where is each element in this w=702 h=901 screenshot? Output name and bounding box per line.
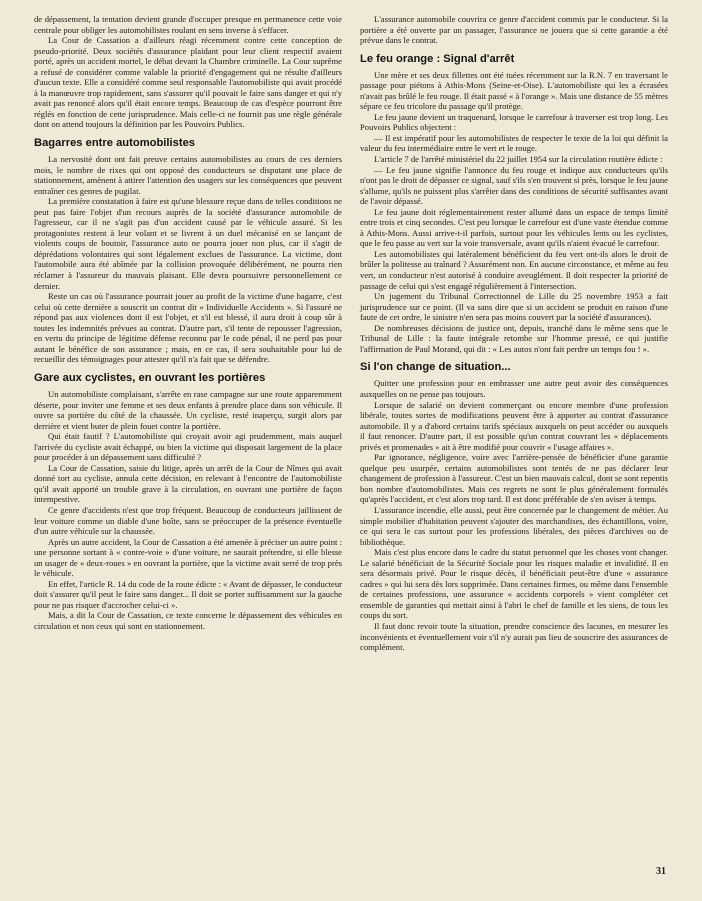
paragraph: La Cour de Cassation, saisie du litige, après un arrêt de la Cour de Nîmes qui avait donné tort au cycliste, annula cette décision, en relevant à l'encontre de l'automobiliste qu'il avait apporté un trouble grave à la circulation, en ouvrant une portière de façon intempestive. (34, 462, 342, 505)
paragraph: La nervosité dont ont fait preuve certains automobilistes au cours de ces derniers mois, le nombre de rixes qui ont opposé des conducteurs se disputant une place de stationnement, amènent à attirer l'attention des usagers sur les conséquences que peuvent entraîner ces genres de pugilat. (34, 154, 342, 196)
paragraph: de dépassement, la tentation devient grande d'occuper presque en permanence cette voie centrale pour obliger les automobilistes roulant en sens inverse à s'effacer. (34, 14, 342, 35)
paragraph: Il faut donc revoir toute la situation, prendre conscience des lacunes, en mesurer les inconvénients et éventuellement voir s'il n'y aurait pas lieu de souscrire des assurances de complément. (360, 620, 668, 653)
paragraph: Mais c'est plus encore dans le cadre du statut personnel que les choses vont changer. Le salarié bénéficiait de la Sécurité Sociale pour les risques maladie et invalidité. Il en sera désormais privé. Pour le risque décès, il bénéficiait peut-être d'une « assurance cadres » qui lui sera dès lors supprimée. Dans certaines firmes, ou même dans l'ensemble de certaines professions, une assurance « accidents corporels » vient compléter cet ensemble de garanties qui mettait ainsi à l'abri le chef de famille et les siens, de tous les coups du sort. (360, 547, 668, 621)
section-heading: Bagarres entre automobilistes (34, 137, 196, 150)
paragraph: L'assurance incendie, elle aussi, peut être concernée par le changement de métier. Au simple mobilier d'habitation peuvent s'ajouter des marchandises, des échantillons, voire, ce qui sera le cas surtout pour les professions libérales, des pièces d'archives ou de bibliothèque. (360, 504, 668, 547)
left-column (34, 14, 342, 653)
paragraph: Quitter une profession pour en embrasser une autre peut avoir des conséquences auxquelles on ne pense pas toujours. (360, 378, 668, 399)
paragraph: Par ignorance, négligence, voire avec l'arrière-pensée de bénéficier d'une garantie quelque peu usurpée, certains automobilistes sont tentés de ne pas déclarer leur changement de profession à l'assureur. C'est un bien mauvais calcul, dont se sont repentis bon nombre d'automobilistes. Mais ces regrets ne sont le plus généralement formulés qu'après l'accident, et c'est alors trop tard. Il est donc préférable de s'en aviser à temps. (360, 452, 668, 505)
paragraph: L'article 7 de l'arrêté ministériel du 22 juillet 1954 sur la circulation routière édicte : (374, 154, 663, 165)
paragraph: Qui était fautif ? L'automobiliste qui croyait avoir agi prudemment, mais auquel l'arrivée du cycliste avait échappé, ou bien la victime qui disposait largement de la place pour procéder à un dépassement sans difficulté ? (34, 431, 342, 463)
section-heading: Le feu orange : Signal d'arrêt (360, 52, 515, 65)
paragraph: Après un autre accident, la Cour de Cassation a été amenée à préciser un autre point : une personne sortant à « contre-voie » d'une voiture, ne saurait prétendre, si elle blesse un usager de « deux-roues » en ouvrant la portière, que la victime avait serré de trop près le véhicule. (34, 536, 342, 579)
paragraph: En effet, l'article R. 14 du code de la route édicte : « Avant de dépasser, le conducteur doit s'assurer qu'il peut le faire sans danger... Il doit se porter suffisamment sur la gauche pour ne pas risquer d'accrocher celui-ci ». (34, 578, 342, 610)
paragraph: Les automobilistes qui latéralement bénéficient du feu vert ont-ils alors le droit de brûler la politesse au traînard ? Assurément non. En aucune circonstance, et même au feu vert, un conducteur n'est autorisé à conduire aveuglément. Il doit respecter la priorité de passage de celui qui s'est engagé régulièrement à l'intersection. (360, 248, 668, 291)
paragraph: — Le feu jaune signifie l'annonce du feu rouge et indique aux conducteurs qu'ils n'ont pas le droit de dépasser ce signal, sauf s'ils s'en trouvent si près, lorsque le feu jaune s'allume, qu'ils ne puissent plus s'arrêter dans des conditions de sécurité suffisantes avant de l'avoir dépassé. (360, 164, 668, 207)
paragraph: De nombreuses décisions de justice ont, depuis, tranché dans le même sens que le Tribunal de Lille : la faute intégrale retombe sur l'homme pressé, ce qui justifie l'affirmation de Paul Morand, qui dit : « Les autos n'ont fait perdre un temps fou ! ». (360, 322, 668, 354)
right-column (360, 14, 668, 653)
paragraph: Lorsque de salarié on devient commerçant ou encore membre d'une profession libérale, toutes sortes de modifications peuvent être à apporter au contrat d'assurance automobile. Il y a d'abord certains tarifs spéciaux auxquels on peut accéder ou auxquels il faut renoncer. D'autre part, il est possible qu'un contrat couvrant les « déplacements privés et promenades » ait à être modifié pour couvrir « l'usage affaires ». (360, 399, 668, 452)
paragraph: Mais, a dit la Cour de Cassation, ce texte concerne le dépassement des véhicules en circulation et non ceux qui sont en stationnement. (34, 610, 342, 631)
paragraph: Un jugement du Tribunal Correctionnel de Lille du 25 novembre 1953 a fait jurisprudence sur ce point. (Il va sans dire que si un accident se produit en raison d'une faute de cet ordre, le sinistre n'en sera pas moins couvert par la société d'assurances). (360, 291, 668, 323)
paragraph: L'assurance automobile couvrira ce genre d'accident commis par le conducteur. Si la portière a été ouverte par un passager, l'assurance ne jouera que si cette garantie a été prévue dans le contrat. (360, 14, 668, 46)
section-heading: Gare aux cyclistes, en ouvrant les portières (34, 371, 266, 384)
page-number: 31 (656, 866, 666, 877)
text-columns (34, 14, 668, 653)
paragraph: La Cour de Cassation a d'ailleurs réagi récemment contre cette conception de pseudo-priorité. Deux sociétés d'assurance plaidant pour leur client respectif avaient porté, après un accident mortel, le débat devant la Chambre criminelle. La Cour suprême a refusé de considérer comme valable la priorité d'engagement qui ne résulte d'ailleurs d'aucun texte. Elle a considéré comme seul responsable l'automobiliste qui avait procédé à la manœuvre trop rapidement, sans s'assurer qu'il pouvait le faire sans danger et qui n'y avait pas renoncé alors qu'il était encore temps. Beaucoup de cas d'espèce pourront être réglés en fonction de cette jurisprudence. Mais celle-ci ne fournit pas une règle générale dont on attend toujours la définition par les Pouvoirs Publics. (34, 35, 342, 130)
paragraph: Ce genre d'accidents n'est que trop fréquent. Beaucoup de conducteurs jaillissent de leur voiture comme un diable d'une boîte, sans se préoccuper de la présence éventuelle d'un autre véhicule sur la chaussée. (34, 504, 342, 537)
paragraph: Le feu jaune doit réglementairement rester allumé dans un espace de temps limité entre trois et cinq secondes. C'est peu lorsque le carrefour est d'une vaste étendue comme à Athis-Mons. Aussi arrive-t-il parfois, surtout pour les véhicules lents ou les cyclistes, que le feu passe au vert sur la voie transversale, avant qu'ils n'aient évacué le carrefour. (360, 206, 668, 249)
paragraph: La première constatation à faire est qu'une blessure reçue dans de telles conditions ne peut pas faire l'objet d'un recours auprès de la société d'assurance automobile de l'agresseur, car il ne s'agit pas d'un accident causé par le véhicule assuré. Si les protagonistes restent à leur volant et se livrent à un duel mécanisé en se lançant de violents coups de boutoir, l'assurance auto ne pourra jouer non plus, car il s'agit de déprédations volontaires qui sont légalement exclues de l'assurance. La victime, dont l'automobile aura été abîmée par la collision provoquée délibérément, ne pourra rien réclamer à l'assureur du mauvais plaisant. Elle devra poursuivre personnellement ce dernier. (34, 196, 342, 291)
paragraph: Reste un cas où l'assurance pourrait jouer au profit de la victime d'une bagarre, c'est celui où cette dernière a souscrit un contrat dit « Individuelle Accidents ». Si l'assuré ne répond pas aux violences dont il est l'objet, et s'il est blessé, il aura droit à coup sûr à toutes les indemnités prévues au contrat. D'autre part, s'il tente de repousser l'agression, en vertu du principe de légitime défense reconnu par le code pénal, il ne perd pas pour autant le bénéfice de son assurance ; mais, en ce cas, il sera souhaitable pour lui de recueillir des témoignages pour attester qu'il n'a fait que se défendre. (34, 291, 342, 365)
section-heading: Si l'on change de situation... (360, 361, 511, 374)
paragraph: Un automobiliste complaisant, s'arrête en rase campagne sur une route apparemment déserte, pour inviter une femme et ses deux enfants à prendre place dans son véhicule. Il ouvre sa portière du côté de la chaussée. Un cycliste, resté inaperçu, surgit alors par derrière et vient buter de plein fouet contre la portière. (34, 388, 342, 431)
paragraph: Une mère et ses deux fillettes ont été tuées récemment sur la R.N. 7 en traversant le passage pour piétons à Athis-Mons (Seine-et-Oise). L'automobiliste qui les a écrasées n'avait pas brûlé le feu rouge. Il était passé « à l'orange ». Mais une distance de 55 mètres sépare ce feu tricolore du passage qu'il protège. (360, 69, 668, 112)
paragraph: Le feu jaune devient un traquenard, lorsque le carrefour à traverser est trop long. Les Pouvoirs Publics objectent : (360, 111, 668, 133)
paragraph: — Il est impératif pour les automobilistes de respecter le texte de la loi qui définit la valeur du feu intermédiaire entre le vert et le rouge. (360, 132, 668, 154)
